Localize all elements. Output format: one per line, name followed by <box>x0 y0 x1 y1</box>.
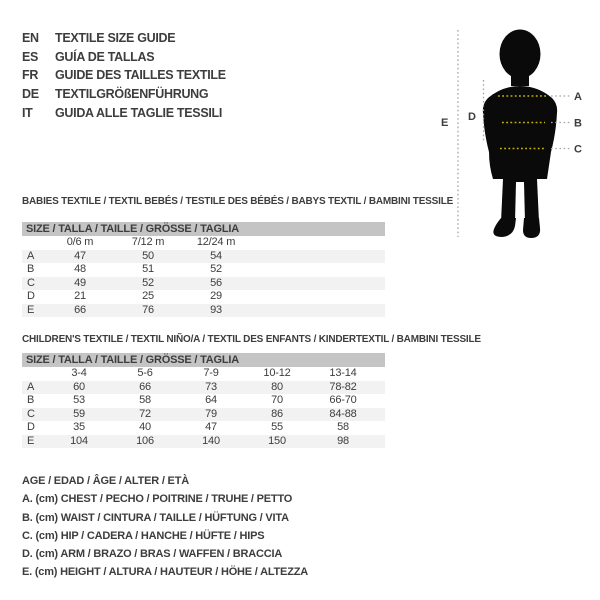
legend-line-age: AGE / EDAD / ÂGE / ALTER / ETÀ <box>22 475 189 487</box>
language-label: GUIDA ALLE TAGLIE TESSILI <box>55 105 223 120</box>
table-cell: 58 <box>337 421 349 433</box>
column-header: 7/12 m <box>131 236 165 248</box>
table-cell: 86 <box>271 407 283 420</box>
measure-label-D: D <box>468 111 476 123</box>
legend-line-arm: D. (cm) ARM / BRAZO / BRAS / WAFFEN / BRACCIA <box>22 548 283 561</box>
column-header: 12/24 m <box>196 236 236 248</box>
legend-line-chest: A. (cm) CHEST / PECHO / POITRINE / TRUHE / PETTO <box>22 493 293 506</box>
row-label: E <box>27 434 35 447</box>
column-header: 7-9 <box>203 367 219 379</box>
table-row <box>22 435 385 449</box>
table-cell: 66 <box>74 303 86 316</box>
table-cell: 98 <box>337 434 349 447</box>
table-cell: 140 <box>202 434 220 447</box>
row-label: D <box>27 421 35 433</box>
table-cell: 21 <box>74 290 86 302</box>
legend-line-hip: C. (cm) HIP / CADERA / HANCHE / HÜFTE / HIPS <box>22 529 265 542</box>
child-silhouette <box>483 30 557 239</box>
table-cell: 52 <box>210 263 222 275</box>
table-cell: 54 <box>210 249 222 262</box>
legend-line-waist: B. (cm) WAIST / CINTURA / TAILLE / HÜFTUNG / VITA <box>22 511 289 524</box>
measure-label-C: C <box>574 143 582 156</box>
table-cell: 70 <box>271 394 283 406</box>
table-cell: 79 <box>205 407 217 420</box>
table-cell: 47 <box>205 421 217 433</box>
right-shoe <box>523 218 540 238</box>
babies-size-table <box>22 222 385 317</box>
row-label: B <box>27 394 35 406</box>
table-cell: 25 <box>142 290 154 302</box>
table-cell: 84-88 <box>329 407 357 420</box>
table-row <box>22 394 385 408</box>
measurement-legend <box>22 472 308 582</box>
table-cell: 47 <box>74 249 86 262</box>
table-header-band: SIZE / TALLA / TAILLE / GRÖSSE / TAGLIA <box>22 353 385 367</box>
table-cell: 64 <box>205 394 217 406</box>
table-cell: 80 <box>271 380 283 393</box>
language-label: GUÍA DE TALLAS <box>55 49 155 64</box>
table-cell: 66 <box>139 380 151 393</box>
table-cell: 55 <box>271 421 283 433</box>
column-header: 13-14 <box>329 367 357 379</box>
row-label: C <box>27 276 35 289</box>
table-cell: 59 <box>73 407 85 420</box>
table-cell: 48 <box>74 263 86 275</box>
row-label: D <box>27 290 35 302</box>
table-cell: 66-70 <box>329 394 357 406</box>
column-header: 3-4 <box>71 367 87 379</box>
table-cell: 150 <box>268 434 286 447</box>
table-cell: 60 <box>73 380 85 393</box>
table-cell: 56 <box>210 276 222 289</box>
language-code: ES <box>22 49 39 64</box>
table-row <box>22 263 385 277</box>
table-cell: 72 <box>139 407 151 420</box>
table-cell: 78-82 <box>329 380 357 393</box>
row-label: E <box>27 303 35 316</box>
babies-section-title: BABIES TEXTILE / TEXTIL BEBÉS / TESTILE DES BÉBÉS / BABYS TEXTIL / BAMBINI TESSILE <box>22 196 454 207</box>
language-code: IT <box>22 105 33 120</box>
column-header: 0/6 m <box>66 236 94 248</box>
table-cell: 52 <box>142 276 154 289</box>
table-cell: 104 <box>70 434 88 447</box>
table-cell: 76 <box>142 303 154 316</box>
column-header: 10-12 <box>263 367 291 379</box>
table-cell: 53 <box>73 394 85 406</box>
table-header-band: SIZE / TALLA / TAILLE / GRÖSSE / TAGLIA <box>22 222 385 236</box>
table-cell: 50 <box>142 249 154 262</box>
row-label: C <box>27 407 35 420</box>
table-corner-cell <box>22 236 46 250</box>
table-cell: 51 <box>142 263 154 275</box>
left-shoe <box>493 218 516 237</box>
row-label: B <box>27 263 35 275</box>
language-label: TEXTILE SIZE GUIDE <box>55 31 176 46</box>
table-cell: 93 <box>210 303 222 316</box>
table-cell: 29 <box>210 290 222 302</box>
children-section-title: CHILDREN'S TEXTILE / TEXTIL NIÑO/A / TEXTIL DES ENFANTS / KINDERTEXTIL / BAMBINI TESSILE <box>22 334 481 345</box>
childrens-size-table <box>22 353 385 448</box>
measure-label-B: B <box>574 117 582 130</box>
table-column-header-row <box>22 236 385 250</box>
table-row <box>22 421 385 435</box>
table-corner-cell <box>22 367 46 381</box>
table-cell: 35 <box>73 421 85 433</box>
table-row <box>22 250 385 264</box>
table-cell: 73 <box>205 380 217 393</box>
measure-label-A: A <box>574 91 582 103</box>
table-row <box>22 381 385 395</box>
table-cell: 58 <box>139 394 151 406</box>
measure-label-E: E <box>441 117 449 129</box>
column-header: 5-6 <box>137 367 153 379</box>
row-label: A <box>27 249 35 262</box>
legend-line-height: E. (cm) HEIGHT / ALTURA / HAUTEUR / HÖHE / ALTEZZA <box>22 566 308 579</box>
language-code: EN <box>22 31 39 46</box>
table-cell: 49 <box>74 276 86 289</box>
language-label: TEXTILGRÖßENFÜHRUNG <box>55 87 209 102</box>
table-cell: 106 <box>136 434 154 447</box>
language-code: DE <box>22 87 39 102</box>
language-code: FR <box>22 68 39 83</box>
table-row <box>22 304 385 318</box>
row-label: A <box>27 380 35 393</box>
language-label: GUIDE DES TAILLES TEXTILE <box>55 68 226 83</box>
table-column-header-row <box>22 367 385 381</box>
table-row <box>22 277 385 291</box>
table-cell: 40 <box>139 421 151 433</box>
table-row <box>22 290 385 304</box>
table-row <box>22 408 385 422</box>
